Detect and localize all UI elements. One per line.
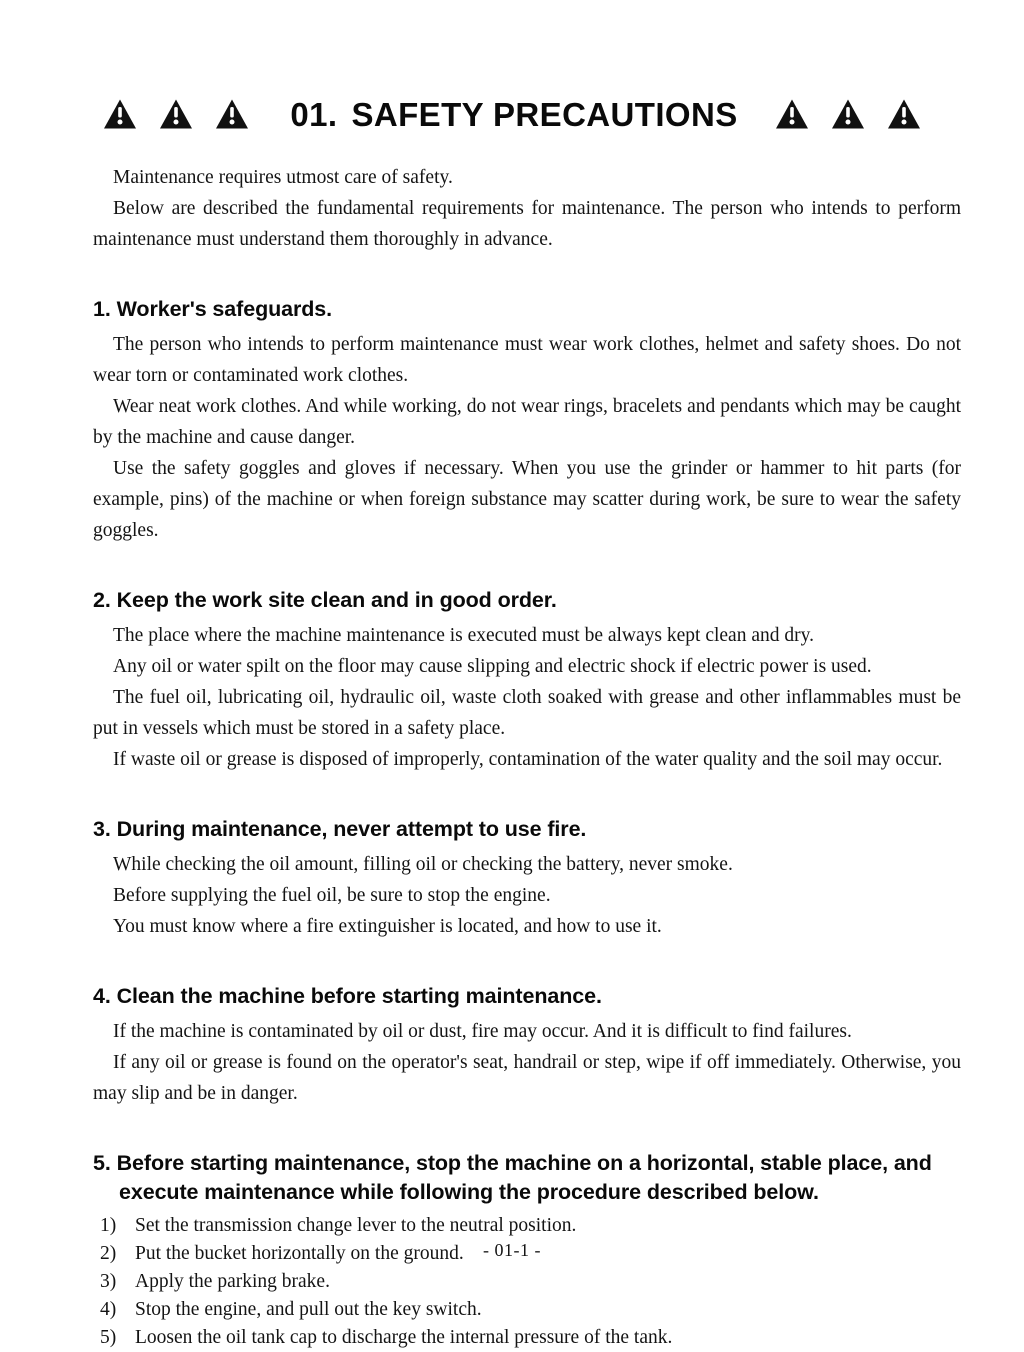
list-item-text: Put the bucket horizontally on the ground. (135, 1243, 464, 1264)
warning-triangle-icon (159, 98, 193, 130)
section-4-paragraph: If the machine is contaminated by oil or dust, fire may occur. And it is difficult to find failures. (113, 1021, 852, 1042)
warning-triangle-group-right (764, 98, 932, 130)
list-item-text: Loosen the oil tank cap to discharge the internal pressure of the tank. (135, 1327, 673, 1348)
section-2-heading: 2. Keep the work site clean and in good order. (93, 588, 557, 612)
list-item (93, 1324, 961, 1352)
section-1-paragraph: Use the safety goggles and gloves if necessary. When you use the grinder or hammer to hit parts (for example, pins) of the machine or when foreign substance may scatter during work, be sure to wear the safety goggles. (93, 458, 961, 541)
section-2-paragraph: If waste oil or grease is disposed of improperly, contamination of the water quality and the soil may occur. (113, 749, 943, 770)
intro-line-2: Below are described the fundamental requirements for maintenance. The person who intends to perform maintenance must understand them thoroughly in advance. (93, 198, 961, 250)
intro-block (93, 162, 961, 255)
list-item-marker: 4) (100, 1299, 117, 1320)
page-footer (0, 1240, 1024, 1261)
warning-triangle-group-left (92, 98, 260, 130)
page-title-number: 01. (290, 95, 338, 133)
section-1-heading: 1. Worker's safeguards. (93, 297, 333, 321)
section-1-paragraph: The person who intends to perform maintenance must wear work clothes, helmet and safety shoes. Do not wear torn or contaminated work clothes. (93, 334, 961, 386)
procedure-list (93, 1212, 961, 1352)
list-item (93, 1296, 961, 1324)
section-2-paragraph: Any oil or water spilt on the floor may cause slipping and electric shock if electric power is used. (113, 656, 872, 677)
section-1-paragraph: Wear neat work clothes. And while working, do not wear rings, bracelets and pendants which may be caught by the machine and cause danger. (93, 396, 961, 448)
page-header (0, 86, 1024, 142)
warning-triangle-icon (775, 98, 809, 130)
warning-triangle-icon (831, 98, 865, 130)
list-item-marker: 1) (100, 1215, 117, 1236)
warning-triangle-icon (887, 98, 921, 130)
section-4 (93, 982, 961, 1109)
list-item-text: Set the transmission change lever to the neutral position. (135, 1215, 577, 1236)
section-3-heading: 3. During maintenance, never attempt to use fire. (93, 817, 587, 841)
section-3 (93, 815, 961, 942)
page-number: - 01-1 - (483, 1240, 541, 1260)
intro-line-1: Maintenance requires utmost care of safety. (113, 167, 453, 188)
list-item-text: Stop the engine, and pull out the key switch. (135, 1299, 482, 1320)
page-title (290, 95, 738, 133)
page-title-text: SAFETY PRECAUTIONS (351, 95, 738, 133)
list-item-marker: 5) (100, 1327, 117, 1348)
section-1 (93, 295, 961, 546)
warning-triangle-icon (215, 98, 249, 130)
warning-triangle-icon (103, 98, 137, 130)
list-item (93, 1212, 961, 1240)
section-3-paragraph: Before supplying the fuel oil, be sure to stop the engine. (113, 885, 551, 906)
list-item-marker: 3) (100, 1271, 117, 1292)
section-2-paragraph: The place where the machine maintenance is executed must be always kept clean and dry. (113, 625, 814, 646)
section-3-paragraph: While checking the oil amount, filling oil or checking the battery, never smoke. (113, 854, 733, 875)
list-item-text: Apply the parking brake. (135, 1271, 330, 1292)
section-3-paragraph: You must know where a fire extinguisher is located, and how to use it. (113, 916, 662, 937)
section-2-paragraph: The fuel oil, lubricating oil, hydraulic oil, waste cloth soaked with grease and other inflammables must be put in vessels which must be stored in a safety place. (93, 687, 961, 739)
section-4-paragraph: If any oil or grease is found on the operator's seat, handrail or step, wipe if off immediately. Otherwise, you may slip and be in danger. (93, 1052, 961, 1104)
list-item (93, 1268, 961, 1296)
list-item-marker: 2) (100, 1243, 117, 1264)
document-body (93, 162, 961, 1352)
section-5-heading: 5. Before starting maintenance, stop the machine on a horizontal, stable place, and execute maintenance while following the procedure described below. (93, 1151, 932, 1204)
section-2 (93, 586, 961, 775)
section-4-heading: 4. Clean the machine before starting maintenance. (93, 984, 602, 1008)
